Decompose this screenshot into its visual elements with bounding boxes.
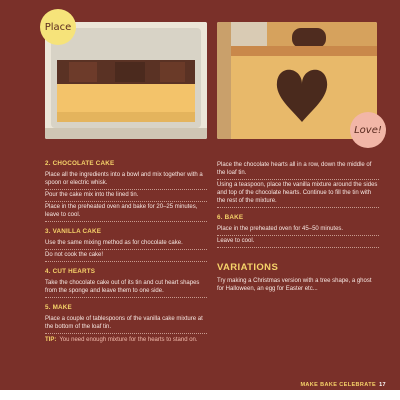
section-heading: 6. BAKE <box>217 214 244 221</box>
page-number: 17 <box>379 382 386 388</box>
instruction-row: Place in the preheated oven and bake for 20–25 minutes, leave to cool. <box>45 202 207 222</box>
instruction-row: Place the chocolate hearts all in a row, down the middle of the loaf tin. <box>217 160 379 180</box>
section-chocolate-cake <box>45 160 207 222</box>
footer-title: MAKE BAKE CELEBRATE <box>300 382 377 388</box>
section-heading: 4. CUT HEARTS <box>45 268 96 275</box>
section-make-continued <box>217 160 379 208</box>
bottom-margin <box>0 390 400 400</box>
section-heading: 5. MAKE <box>45 304 72 311</box>
love-badge <box>350 112 386 148</box>
instruction-row: Place a couple of tablespoons of the vanilla cake mixture at the bottom of the loaf tin. <box>45 314 207 334</box>
variations-heading: VARIATIONS <box>217 262 279 273</box>
section-vanilla-cake <box>45 228 207 262</box>
section-make <box>45 304 207 344</box>
left-column <box>45 160 207 350</box>
section-heading: 3. VANILLA CAKE <box>45 228 102 235</box>
section-bake <box>217 214 379 248</box>
instruction-row: Using a teaspoon, place the vanilla mixture around the sides and top of the chocolate hearts. Continue to fill the tin with the rest of the mixture. <box>217 180 379 208</box>
instruction-row: Use the same mixing method as for chocolate cake. <box>45 238 207 250</box>
section-cut-hearts <box>45 268 207 298</box>
page-footer <box>300 382 386 388</box>
section-heading: 2. CHOCOLATE CAKE <box>45 160 115 167</box>
section-variations <box>217 262 379 293</box>
instruction-row: Take the chocolate cake out of its tin and cut heart shapes from the sponge and leave them to one side. <box>45 278 207 298</box>
tip <box>45 334 207 344</box>
place-badge-label: Place <box>44 21 72 33</box>
variations-text: Try making a Christmas version with a tree shape, a ghost for Halloween, an egg for Easter etc... <box>217 278 372 292</box>
tip-text: You need enough mixture for the hearts to stand on. <box>59 337 198 343</box>
instruction-row: Do not cook the cake! <box>45 250 207 262</box>
instruction-row: Place all the ingredients into a bowl and mix together with a spoon or electric whisk. <box>45 170 207 190</box>
tip-label: TIP: <box>45 337 57 343</box>
place-badge <box>40 9 76 45</box>
instruction-row: Leave to cool. <box>217 236 379 248</box>
instruction-row: Pour the cake mix into the lined tin. <box>45 190 207 202</box>
instruction-row: Place in the preheated oven for 45–50 minutes. <box>217 224 379 236</box>
right-column <box>217 160 379 293</box>
love-badge-label: Love! <box>354 124 382 136</box>
